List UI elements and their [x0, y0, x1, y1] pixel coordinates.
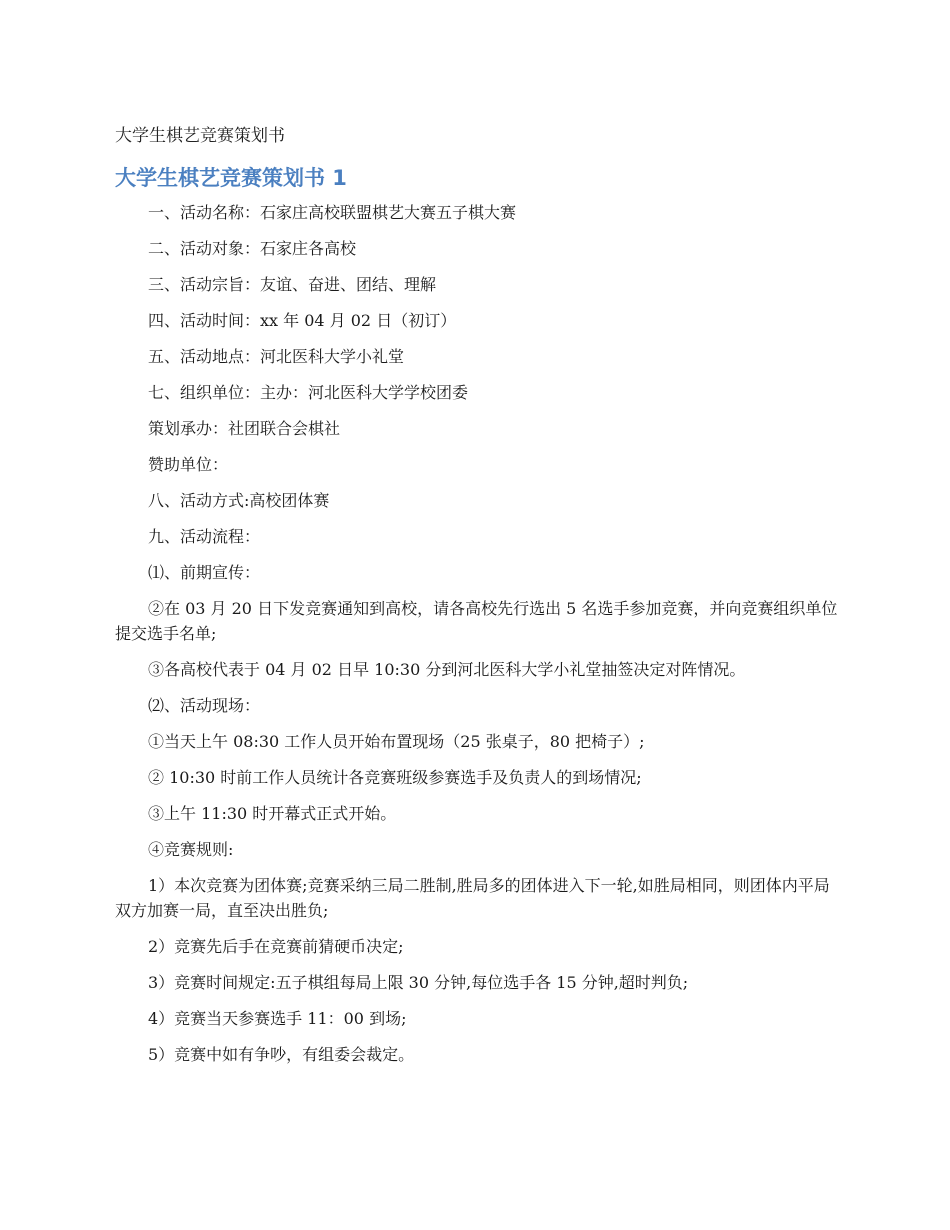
- paragraph: ④竞赛规则:: [148, 840, 234, 859]
- paragraph: ②在 03 月 20 日下发竞赛通知到高校，请各高校先行选出 5 名选手参加竞赛，并向竞赛组织单位提交选手名单;: [115, 599, 838, 643]
- paragraph: ⑴、前期宣传：: [148, 563, 261, 582]
- paragraph: ⑵、活动现场：: [148, 696, 261, 715]
- paragraph: 三、活动宗旨：友谊、奋进、团结、理解: [148, 275, 437, 294]
- paragraph: ② 10:30 时前工作人员统计各竞赛班级参赛选手及负责人的到场情况;: [148, 768, 642, 787]
- paragraph: ③上午 11:30 时开幕式正式开始。: [148, 804, 397, 823]
- paragraph: 5）竞赛中如有争吵，有组委会裁定。: [148, 1045, 415, 1064]
- paragraph: 4）竞赛当天参赛选手 11：00 到场;: [148, 1009, 407, 1028]
- section-heading: 大学生棋艺竞赛策划书 1: [115, 166, 347, 190]
- document-title: 大学生棋艺竞赛策划书: [115, 126, 285, 146]
- paragraph: ①当天上午 08:30 工作人员开始布置现场（25 张桌子，80 把椅子）;: [148, 732, 645, 751]
- paragraph: 策划承办：社团联合会棋社: [148, 419, 341, 438]
- paragraph: 五、活动地点：河北医科大学小礼堂: [148, 347, 405, 366]
- paragraph: 赞助单位：: [148, 455, 229, 474]
- paragraph: 九、活动流程：: [148, 527, 261, 546]
- paragraph: 1）本次竞赛为团体赛;竞赛采纳三局二胜制,胜局多的团体进入下一轮,如胜局相同，则团体内平局双方加赛一局，直至决出胜负;: [115, 876, 830, 920]
- document-body: [115, 200, 840, 1078]
- paragraph: 一、活动名称：石家庄高校联盟棋艺大赛五子棋大赛: [148, 203, 517, 222]
- paragraph: 2）竞赛先后手在竞赛前猜硬币决定;: [148, 937, 404, 956]
- paragraph: 二、活动对象：石家庄各高校: [148, 239, 357, 258]
- paragraph: 八、活动方式:高校团体赛: [148, 491, 330, 510]
- paragraph: ③各高校代表于 04 月 02 日早 10:30 分到河北医科大学小礼堂抽签决定对阵情况。: [148, 660, 746, 679]
- paragraph: 七、组织单位：主办：河北医科大学学校团委: [148, 383, 469, 402]
- paragraph: 3）竞赛时间规定:五子棋组每局上限 30 分钟,每位选手各 15 分钟,超时判负;: [148, 973, 689, 992]
- paragraph: 四、活动时间：xx 年 04 月 02 日（初订）: [148, 311, 457, 330]
